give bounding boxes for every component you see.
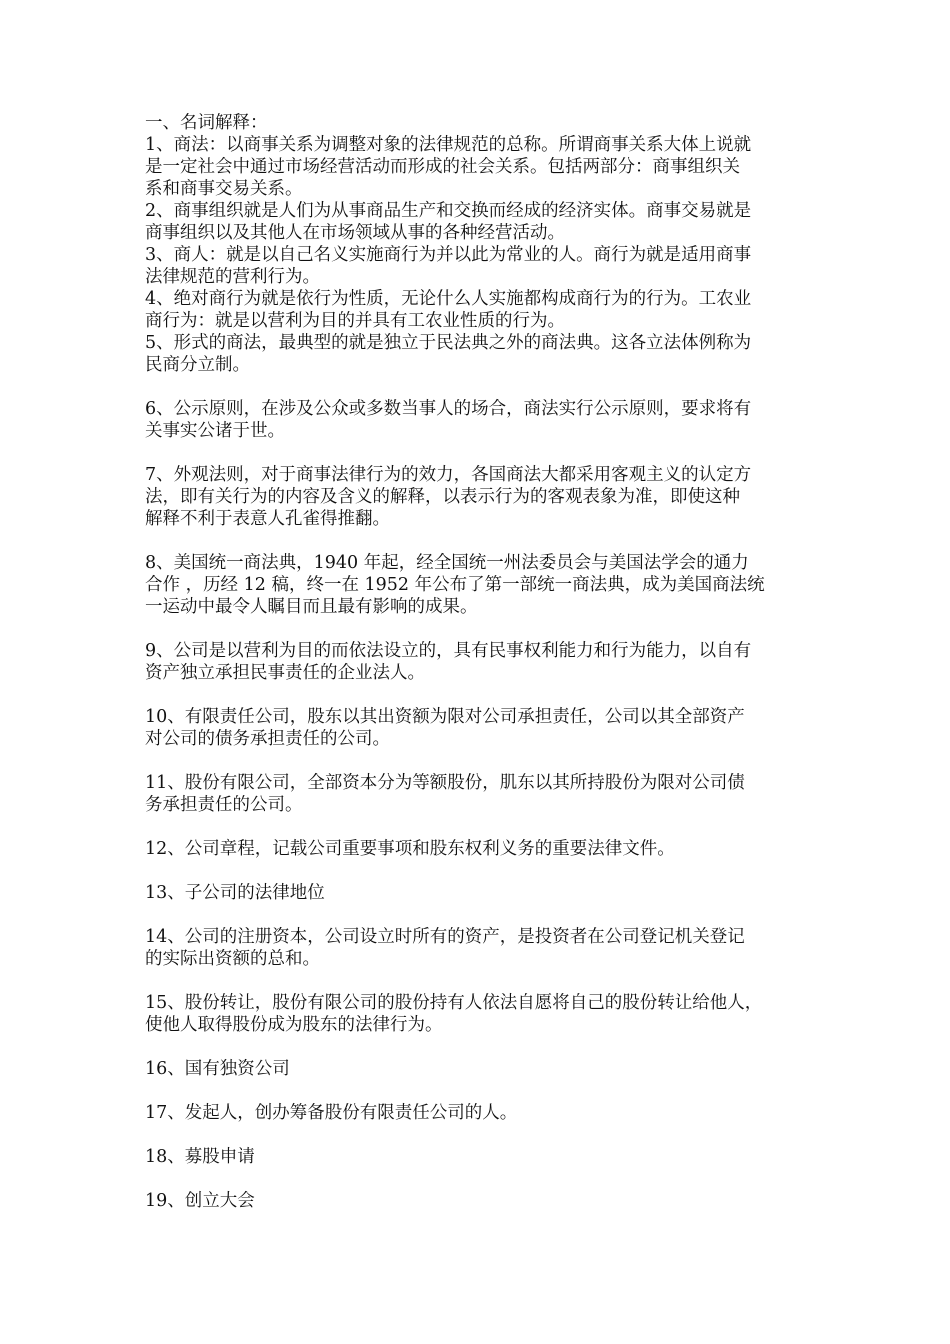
paragraph-line: 4、绝对商行为就是依行为性质，无论什么人实施都构成商行为的行为。工农业 — [145, 289, 752, 309]
paragraph-spacer — [145, 816, 810, 838]
paragraph — [145, 332, 810, 376]
paragraph-line: 务承担责任的公司。 — [145, 795, 303, 815]
paragraph-line: 2、商事组织就是人们为从事商品生产和交换而经成的经济实体。商事交易就是 — [145, 201, 752, 221]
paragraph — [145, 706, 810, 750]
paragraph — [145, 882, 810, 904]
paragraph-line: 商行为：就是以营利为目的并具有工农业性质的行为。 — [145, 311, 565, 331]
paragraph-line: 15、股份转让，股份有限公司的股份持有人依法自愿将自己的股份转让给他人， — [145, 993, 763, 1013]
paragraph-line: 系和商事交易关系。 — [145, 179, 303, 199]
paragraph-line: 的实际出资额的总和。 — [145, 949, 320, 969]
paragraph-spacer — [145, 970, 810, 992]
paragraph-line: 法，即有关行为的内容及含义的解释，以表示行为的客观表象为准，即使这种 — [145, 487, 740, 507]
paragraph-spacer — [145, 376, 810, 398]
paragraph-line: 7、外观法则，对于商事法律行为的效力，各国商法大都采用客观主义的认定方 — [145, 465, 752, 485]
paragraph — [145, 464, 810, 530]
paragraph — [145, 134, 810, 200]
paragraph-line: 合作 ，历经 12 稿，终一在 1952 年公布了第一部统一商法典，成为美国商法统 — [145, 575, 765, 595]
paragraph-line: 1、商法：以商事关系为调整对象的法律规范的总称。所谓商事关系大体上说就 — [145, 135, 752, 155]
paragraph — [145, 200, 810, 244]
paragraph-line: 民商分立制。 — [145, 355, 250, 375]
paragraph — [145, 1058, 810, 1080]
paragraph-line: 8、美国统一商法典，1940 年起，经全国统一州法委员会与美国法学会的通力 — [145, 553, 749, 573]
paragraph-line: 13、子公司的法律地位 — [145, 883, 325, 903]
paragraph-line: 11、股份有限公司，全部资本分为等额股份，肌东以其所持股份为限对公司债 — [145, 773, 745, 793]
paragraph — [145, 926, 810, 970]
paragraph-line: 19、创立大会 — [145, 1191, 255, 1211]
paragraph — [145, 288, 810, 332]
paragraph-spacer — [145, 860, 810, 882]
paragraph-line: 对公司的债务承担责任的公司。 — [145, 729, 390, 749]
paragraph-line: 解释不利于表意人孔雀得推翻。 — [145, 509, 390, 529]
paragraph-line: 18、募股申请 — [145, 1147, 255, 1167]
paragraph-line: 3、商人：就是以自己名义实施商行为并以此为常业的人。商行为就是适用商事 — [145, 245, 752, 265]
paragraph-line: 关事实公诸于世。 — [145, 421, 285, 441]
paragraph-spacer — [145, 1080, 810, 1102]
paragraph-spacer — [145, 1036, 810, 1058]
paragraph — [145, 1146, 810, 1168]
paragraph — [145, 992, 810, 1036]
paragraph-line: 12、公司章程，记载公司重要事项和股东权利义务的重要法律文件。 — [145, 839, 675, 859]
paragraph — [145, 1190, 810, 1212]
document-page — [145, 112, 810, 1212]
paragraph-spacer — [145, 1168, 810, 1190]
paragraph-spacer — [145, 530, 810, 552]
paragraph — [145, 398, 810, 442]
paragraph — [145, 640, 810, 684]
paragraph-list — [145, 134, 810, 1212]
paragraph — [145, 1102, 810, 1124]
paragraph-line: 6、公示原则，在涉及公众或多数当事人的场合，商法实行公示原则，要求将有 — [145, 399, 752, 419]
paragraph-line: 14、公司的注册资本，公司设立时所有的资产，是投资者在公司登记机关登记 — [145, 927, 745, 947]
paragraph-spacer — [145, 618, 810, 640]
paragraph — [145, 838, 810, 860]
paragraph-line: 法律规范的营利行为。 — [145, 267, 320, 287]
paragraph — [145, 772, 810, 816]
paragraph — [145, 552, 810, 618]
paragraph-spacer — [145, 750, 810, 772]
paragraph-line: 16、国有独资公司 — [145, 1059, 290, 1079]
paragraph-line: 9、公司是以营利为目的而依法设立的，具有民事权利能力和行为能力，以自有 — [145, 641, 752, 661]
paragraph-line: 17、发起人，创办筹备股份有限责任公司的人。 — [145, 1103, 518, 1123]
paragraph-line: 一运动中最令人瞩目而且最有影响的成果。 — [145, 597, 478, 617]
paragraph-line: 是一定社会中通过市场经营活动而形成的社会关系。包括两部分：商事组织关 — [145, 157, 740, 177]
paragraph-line: 5、形式的商法，最典型的就是独立于民法典之外的商法典。这各立法体例称为 — [145, 333, 752, 353]
paragraph-line: 商事组织以及其他人在市场领域从事的各种经营活动。 — [145, 223, 565, 243]
paragraph-line: 使他人取得股份成为股东的法律行为。 — [145, 1015, 443, 1035]
paragraph-spacer — [145, 684, 810, 706]
paragraph-line: 资产独立承担民事责任的企业法人。 — [145, 663, 425, 683]
section-heading: 一、名词解释： — [145, 113, 268, 133]
paragraph-spacer — [145, 904, 810, 926]
paragraph-spacer — [145, 1124, 810, 1146]
paragraph — [145, 244, 810, 288]
paragraph-line: 10、有限责任公司，股东以其出资额为限对公司承担责任，公司以其全部资产 — [145, 707, 745, 727]
paragraph-spacer — [145, 442, 810, 464]
